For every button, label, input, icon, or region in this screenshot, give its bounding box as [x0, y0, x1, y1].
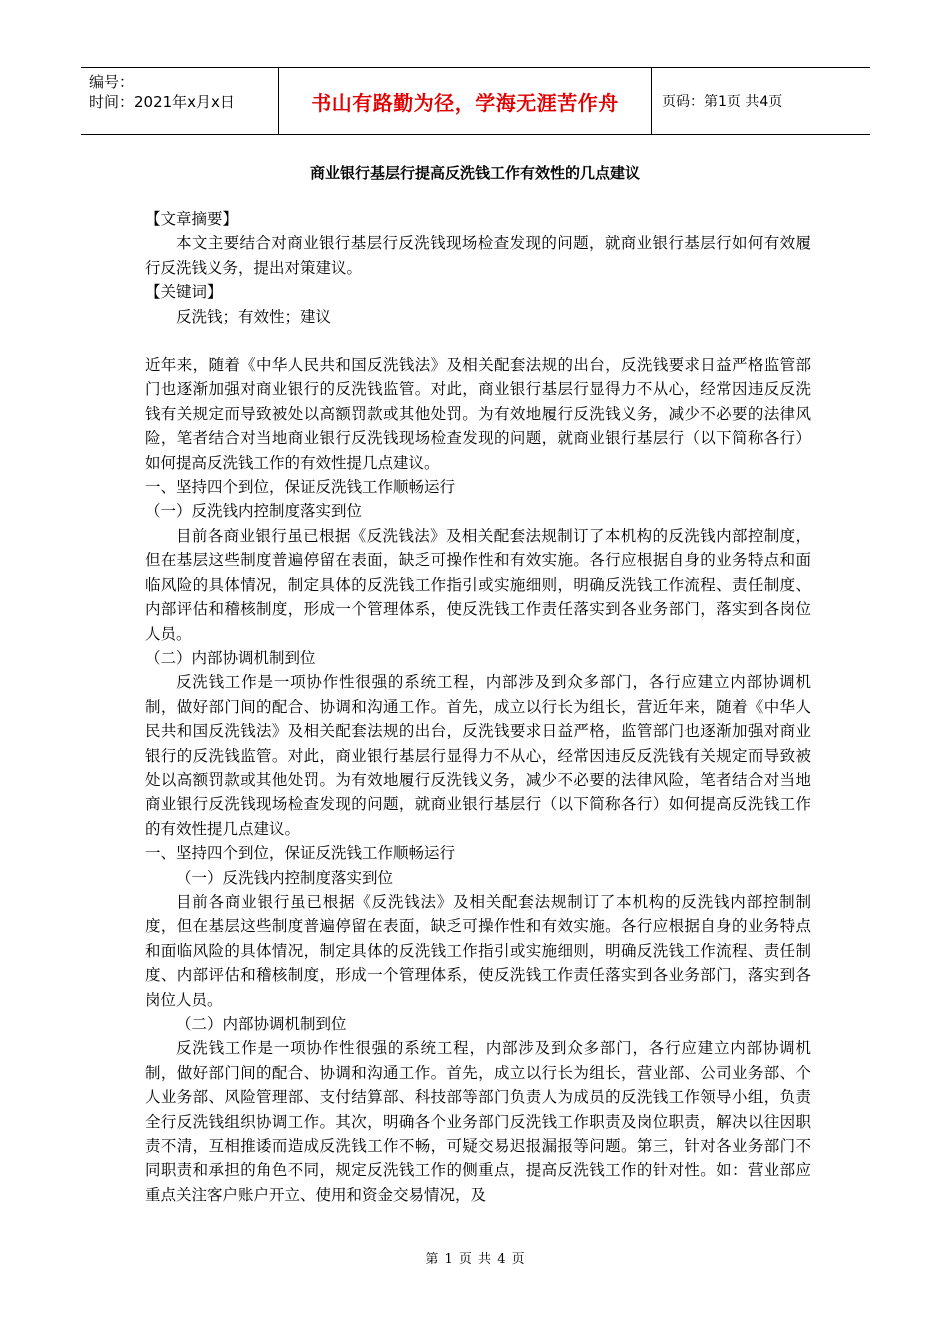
page-info: 页码：第1页 共4页 [662, 94, 783, 110]
section-heading: 一、坚持四个到位，保证反洗钱工作顺畅运行 [145, 844, 456, 863]
header-motto-cell [279, 68, 652, 134]
body-paragraph: 目前各商业银行虽已根据《反洗钱法》及相关配套法规制订了本机构的反洗钱内部控制度，但在基层这些制度普遍停留在表面，缺乏可操作性和有效实施。各行应根据自身的业务特点和面临风险的具体情况，制定具体的反洗钱工作指引或实施细则，明确反洗钱工作流程、责任制度、内部评估和稽核制度，形成一个管理体系，使反洗钱工作责任落实到各业务部门，落实到各岗位人员。 [145, 526, 811, 643]
page-footer: 第 1 页 共 4 页 [425, 1252, 525, 1267]
abstract-heading: 【文章摘要】 [145, 210, 239, 228]
abstract-text: 本文主要结合对商业银行基层行反洗钱现场检查发现的问题，就商业银行基层行如何有效履行反洗钱义务，提出对策建议。 [145, 234, 811, 277]
header-page-cell [652, 68, 870, 134]
document-body [145, 207, 811, 1207]
keywords-text: 反洗钱；有效性；建议 [176, 307, 332, 326]
section-heading: 一、坚持四个到位，保证反洗钱工作顺畅运行 [145, 478, 456, 497]
document-title: 商业银行基层行提高反洗钱工作有效性的几点建议 [309, 164, 640, 182]
time-label: 时间：2021年x月x日 [89, 93, 235, 111]
body-paragraph: 近年来，随着《中华人民共和国反洗钱法》及相关配套法规的出台，反洗钱要求日益严格监管部门也逐渐加强对商业银行的反洗钱监管。对此，商业银行基层行显得力不从心，经常因违反反洗钱有关规定而导致被处以高额罚款或其他处罚。为有效地履行反洗钱义务，减少不必要的法律风险，笔者结合对当地商业银行反洗钱现场检查发现的问题，就商业银行基层行（以下简称各行）如何提高反洗钱工作的有效性提几点建议。 [145, 356, 811, 472]
keywords-heading: 【关键词】 [145, 283, 223, 302]
subsection-heading: （二）内部协调机制到位 [145, 648, 316, 667]
subsection-heading: （一）反洗钱内控制度落实到位 [145, 502, 363, 521]
header-info-cell [81, 68, 279, 134]
number-label: 编号： [89, 73, 135, 91]
body-paragraph: 反洗钱工作是一项协作性很强的系统工程，内部涉及到众多部门，各行应建立内部协调机制，做好部门间的配合、协调和沟通工作。首先，成立以行长为组长，营业部、公司业务部、个人业务部、风险管理部、支付结算部、科技部等部门负责人为成员的反洗钱工作领导小组，负责全行反洗钱组织协调工作。其次，明确各个业务部门反洗钱工作职责及岗位职责，解决以往因职责不清，互相推诿而造成反洗钱工作不畅，可疑交易迟报漏报等问题。第三，针对各业务部门不同职责和承担的角色不同，规定反洗钱工作的侧重点，提高反洗钱工作的针对性。如：营业部应重点关注客户账户开立、使用和资金交易情况，及 [145, 1039, 811, 1204]
subsection-heading: （一）反洗钱内控制度落实到位 [176, 868, 394, 887]
spacer [145, 329, 811, 353]
subsection-heading: （二）内部协调机制到位 [176, 1015, 347, 1033]
header-table [81, 67, 870, 135]
motto-text: 书山有路勤为径，学海无涯苦作舟 [311, 90, 619, 115]
body-paragraph: 反洗钱工作是一项协作性很强的系统工程，内部涉及到众多部门，各行应建立内部协调机制，做好部门间的配合、协调和沟通工作。首先，成立以行长为组长，营近年来，随着《中华人民共和国反洗钱法》及相关配套法规的出台，反洗钱要求日益严格，监管部门也逐渐加强对商业银行的反洗钱监管。对此，商业银行基层行显得力不从心，经常因违反反洗钱有关规定而导致被处以高额罚款或其他处罚。为有效地履行反洗钱义务，减少不必要的法律风险，笔者结合对当地商业银行反洗钱现场检查发现的问题，就商业银行基层行（以下简称各行）如何提高反洗钱工作的有效性提几点建议。 [145, 673, 811, 838]
body-paragraph: 目前各商业银行虽已根据《反洗钱法》及相关配套法规制订了本机构的反洗钱内部控制制度，但在基层这些制度普遍停留在表面，缺乏可操作性和有效实施。各行应根据自身的业务特点和面临风险的具体情况，制定具体的反洗钱工作指引或实施细则，明确反洗钱工作流程、责任制度、内部评估和稽核制度，形成一个管理体系，使反洗钱工作责任落实到各业务部门，落实到各岗位人员。 [145, 892, 811, 1009]
